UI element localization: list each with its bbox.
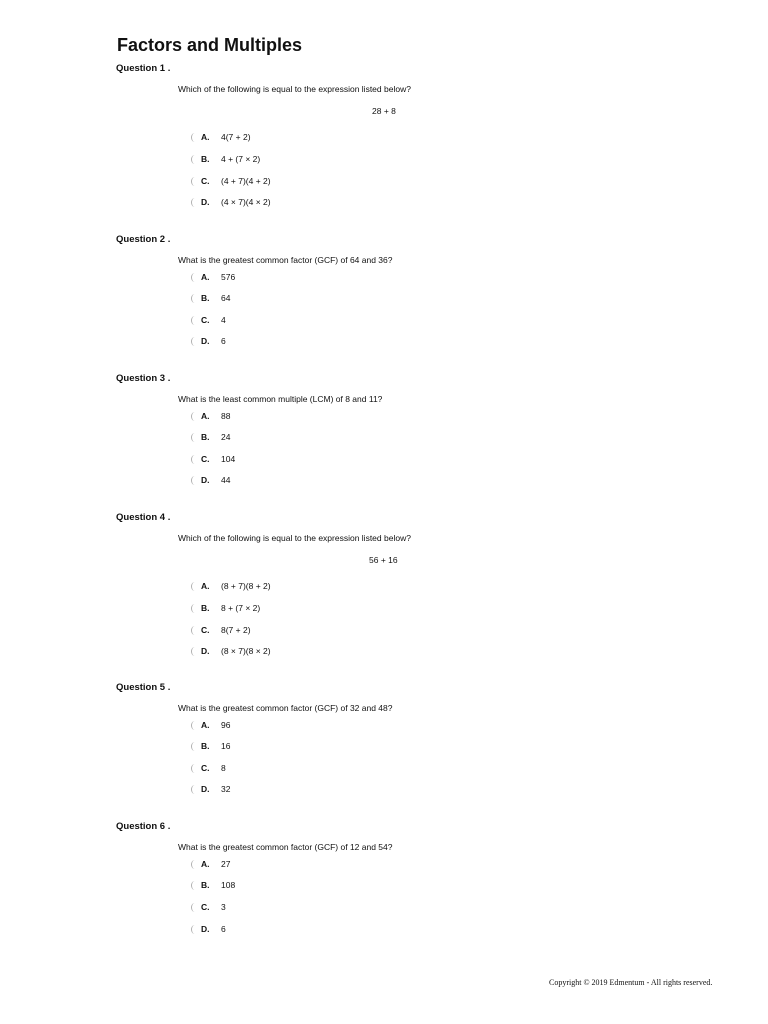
option-letter: D. [201, 475, 210, 485]
option-text: 6 [221, 336, 226, 346]
option-c[interactable] [191, 314, 226, 326]
option-b[interactable] [191, 292, 230, 304]
option-letter: D. [201, 784, 210, 794]
option-text: 96 [221, 720, 231, 730]
option-c[interactable] [191, 624, 251, 636]
option-letter: C. [201, 625, 210, 635]
question-label: Question 6 . [116, 821, 171, 832]
question-label: Question 2 . [116, 234, 171, 245]
option-text: (8 + 7)(8 + 2) [221, 581, 271, 591]
option-text: 44 [221, 475, 231, 485]
radio-button-icon[interactable] [191, 742, 198, 751]
option-letter: C. [201, 454, 210, 464]
option-text: 576 [221, 272, 236, 282]
option-letter: B. [201, 154, 210, 164]
option-text: (8 × 7)(8 × 2) [221, 646, 271, 656]
option-d[interactable] [191, 335, 226, 347]
option-letter: A. [201, 859, 210, 869]
option-text: 6 [221, 924, 226, 934]
option-text: (4 + 7)(4 + 2) [221, 176, 271, 186]
option-text: (4 × 7)(4 × 2) [221, 197, 271, 207]
question-prompt: What is the least common multiple (LCM) of 8 and 11? [178, 394, 383, 404]
option-letter: A. [201, 411, 210, 421]
option-d[interactable] [191, 474, 230, 486]
question-label: Question 5 . [116, 682, 171, 693]
option-b[interactable] [191, 431, 230, 443]
option-text: 8(7 + 2) [221, 625, 251, 635]
option-c[interactable] [191, 762, 226, 774]
option-text: 4(7 + 2) [221, 132, 251, 142]
option-text: 3 [221, 902, 226, 912]
option-text: 108 [221, 880, 236, 890]
option-a[interactable] [191, 131, 251, 143]
radio-button-icon[interactable] [191, 860, 198, 869]
question-label: Question 1 . [116, 63, 171, 74]
radio-button-icon[interactable] [191, 604, 198, 613]
option-text: 32 [221, 784, 231, 794]
option-a[interactable] [191, 580, 271, 592]
question-prompt: What is the greatest common factor (GCF) of 12 and 54? [178, 842, 393, 852]
radio-button-icon[interactable] [191, 133, 198, 142]
radio-button-icon[interactable] [191, 455, 198, 464]
radio-button-icon[interactable] [191, 412, 198, 421]
option-letter: B. [201, 432, 210, 442]
option-d[interactable] [191, 783, 230, 795]
option-text: 27 [221, 859, 231, 869]
option-letter: D. [201, 197, 210, 207]
question-prompt: What is the greatest common factor (GCF) of 32 and 48? [178, 703, 393, 713]
option-text: 8 [221, 763, 226, 773]
question-expression: 28 + 8 [372, 106, 396, 116]
option-d[interactable] [191, 196, 271, 208]
option-text: 64 [221, 293, 231, 303]
question-label: Question 3 . [116, 373, 171, 384]
question-expression: 56 + 16 [369, 555, 398, 565]
option-text: 8 + (7 × 2) [221, 603, 261, 613]
question-prompt: Which of the following is equal to the expression listed below? [178, 84, 411, 94]
option-a[interactable] [191, 271, 235, 283]
option-d[interactable] [191, 645, 271, 657]
radio-button-icon[interactable] [191, 155, 198, 164]
option-b[interactable] [191, 740, 230, 752]
copyright-footer: Copyright © 2019 Edmentum - All rights reserved. [549, 978, 713, 987]
option-text: 24 [221, 432, 231, 442]
option-letter: A. [201, 720, 210, 730]
radio-button-icon[interactable] [191, 785, 198, 794]
radio-button-icon[interactable] [191, 721, 198, 730]
option-a[interactable] [191, 719, 230, 731]
option-c[interactable] [191, 901, 226, 913]
option-letter: C. [201, 176, 210, 186]
option-letter: A. [201, 581, 210, 591]
option-letter: B. [201, 603, 210, 613]
option-letter: C. [201, 902, 210, 912]
option-d[interactable] [191, 923, 226, 935]
option-text: 4 [221, 315, 226, 325]
question-prompt: Which of the following is equal to the expression listed below? [178, 533, 411, 543]
option-b[interactable] [191, 153, 260, 165]
radio-button-icon[interactable] [191, 647, 198, 656]
option-letter: C. [201, 315, 210, 325]
page-title: Factors and Multiples [117, 35, 303, 55]
radio-button-icon[interactable] [191, 626, 198, 635]
option-text: 16 [221, 741, 231, 751]
option-a[interactable] [191, 410, 230, 422]
radio-button-icon[interactable] [191, 903, 198, 912]
question-prompt: What is the greatest common factor (GCF) of 64 and 36? [178, 255, 393, 265]
option-c[interactable] [191, 175, 271, 187]
radio-button-icon[interactable] [191, 316, 198, 325]
radio-button-icon[interactable] [191, 433, 198, 442]
option-letter: B. [201, 293, 210, 303]
option-letter: D. [201, 336, 210, 346]
option-letter: A. [201, 272, 210, 282]
option-text: 88 [221, 411, 231, 421]
option-c[interactable] [191, 453, 235, 465]
option-letter: D. [201, 924, 210, 934]
radio-button-icon[interactable] [191, 273, 198, 282]
radio-button-icon[interactable] [191, 582, 198, 591]
option-b[interactable] [191, 879, 235, 891]
radio-button-icon[interactable] [191, 925, 198, 934]
option-b[interactable] [191, 602, 260, 614]
radio-button-icon[interactable] [191, 294, 198, 303]
radio-button-icon[interactable] [191, 198, 198, 207]
option-letter: D. [201, 646, 210, 656]
radio-button-icon[interactable] [191, 881, 198, 890]
radio-button-icon[interactable] [191, 337, 198, 346]
option-letter: B. [201, 741, 210, 751]
option-letter: C. [201, 763, 210, 773]
option-letter: A. [201, 132, 210, 142]
option-text: 4 + (7 × 2) [221, 154, 261, 164]
option-a[interactable] [191, 858, 230, 870]
option-letter: B. [201, 880, 210, 890]
question-label: Question 4 . [116, 512, 171, 523]
option-text: 104 [221, 454, 236, 464]
radio-button-icon[interactable] [191, 177, 198, 186]
radio-button-icon[interactable] [191, 764, 198, 773]
radio-button-icon[interactable] [191, 476, 198, 485]
